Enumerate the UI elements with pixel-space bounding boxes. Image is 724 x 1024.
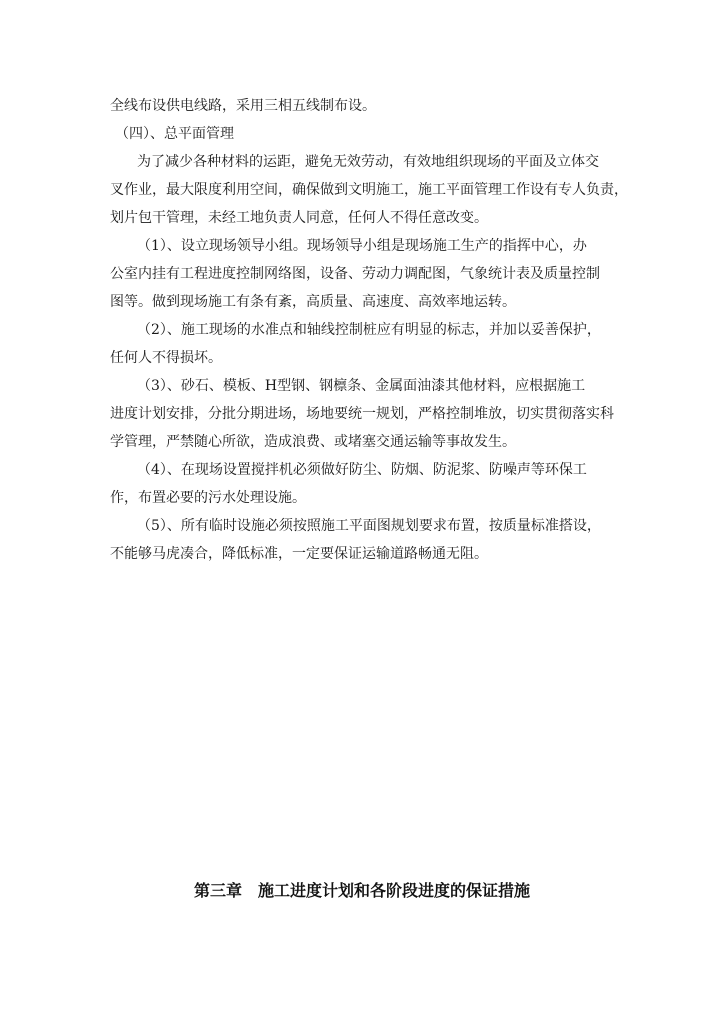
section-heading: （四）、总平面管理 (115, 126, 234, 142)
text-line-4: 叉作业，最大限度利用空间，确保做到文明施工，施工平面管理工作设有专人负责， (110, 182, 628, 198)
text-line-9: （2）、施工现场的水准点和轴线控制桩应有明显的标志，并加以妥善保护， (137, 322, 601, 338)
text-line-3: 为了减少各种材料的运距，避免无效劳动，有效地组织现场的平面及立体交 (137, 154, 599, 170)
text-line-5: 划片包干管理，未经工地负责人同意，任何人不得任意改变。 (110, 210, 488, 226)
text-line-15: 作，布置必要的污水处理设施。 (110, 490, 306, 506)
chapter-heading: 第三章 施工进度计划和各阶段进度的保证措施 (193, 881, 530, 900)
text-line-10: 任何人不得损坏。 (110, 350, 222, 366)
text-line-11: （3）、砂石、模板、H型钢、钢檩条、金属面油漆其他材料，应根据施工 (137, 378, 586, 394)
text-line-12: 进度计划安排，分批分期进场，场地要统一规划，严格控制堆放，切实贯彻落实科 (110, 406, 614, 422)
text-line-14: （4）、在现场设置搅拌机必须做好防尘、防烟、防泥浆、防噪声等环保工 (137, 462, 587, 478)
text-line-13: 学管理，严禁随心所欲，造成浪费、或堵塞交通运输等事故发生。 (110, 434, 516, 450)
text-line-6: （1）、设立现场领导小组。现场领导小组是现场施工生产的指挥中心，办 (137, 238, 587, 254)
text-line-7: 公室内挂有工程进度控制网络图，设备、劳动力调配图，气象统计表及质量控制 (110, 266, 600, 282)
text-line-8: 图等。做到现场施工有条有紊，高质量、高速度、高效率地运转。 (110, 294, 516, 310)
text-line-16: （5）、所有临时设施必须按照施工平面图规划要求布置，按质量标准搭设， (137, 518, 601, 534)
text-line-1: 全线布设供电线路，采用三相五线制布设。 (110, 98, 376, 114)
text-line-17: 不能够马虎凑合，降低标准，一定要保证运输道路畅通无阻。 (110, 546, 488, 562)
